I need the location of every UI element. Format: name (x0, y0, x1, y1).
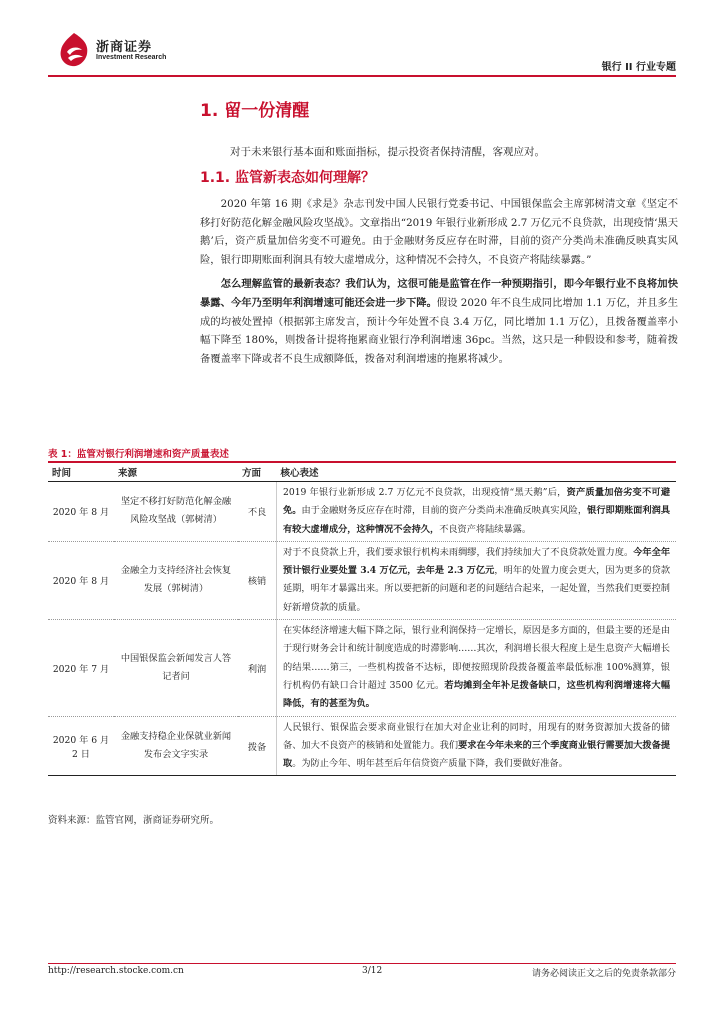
row-source: 金融全力支持经济社会恢复发展（郭树清） (114, 541, 238, 619)
row-summary (277, 482, 677, 542)
row-time: 2020 年 8 月 (48, 541, 114, 619)
analysis-bold-text: 怎么理解监管的最新表态？我们认为，这很可能是监管在作一种预期指引，即今年银行业不良将加快暴露、今年乃至明年利润增速可能还会进一步下降。 (200, 278, 678, 309)
page-number: 3/12 (362, 966, 383, 976)
row-aspect: 不良 (238, 482, 277, 542)
table-source-note: 资料来源：监管官网，浙商证券研究所。 (48, 815, 220, 826)
row-aspect: 核销 (238, 541, 277, 619)
table-row (48, 716, 676, 776)
row-time: 2020 年 8 月 (48, 482, 114, 542)
column-header-source: 来源 (114, 462, 238, 482)
summary-text: 人民银行、银保监会要求商业银行在加大对企业让利的同时，用现有的财务资源加大拨备的储备、加大不良资产的核销和处置能力。我们 (283, 721, 670, 751)
row-summary (277, 716, 677, 776)
report-category: 银行 II 行业专题 (601, 62, 676, 73)
footer-disclaimer: 请务必阅读正文之后的免责条款部分 (531, 969, 676, 979)
summary-text: 由于金融财务反应存在时滞，目前的资产分类尚未准确反映真实风险， (301, 505, 588, 517)
logo-english-name: Investment Research (96, 54, 167, 61)
paragraph-analysis (200, 275, 678, 368)
summary-bold-text: 资产质量加倍劣变不可避免。 (283, 487, 671, 517)
regulatory-statements-table (48, 461, 676, 776)
column-header-aspect: 方面 (238, 462, 277, 482)
analysis-text: 假设 2020 年不良生成同比增加 1.1 万亿，并且多生成的均被处置掉（根据郭主席发言，预计今年处置不良 3.4 万亿，同比增加 1.1 万亿），且拨备覆盖率小幅下降至 180%，则拨备计提将拖累商业银行净利润增速 36pc。当然，这只是一种假设和参考，随着拨备覆盖率下降或者不良生成额降低，拨备对利润增速的拖累将减少。 (200, 296, 679, 365)
header-divider (48, 75, 676, 77)
table-title: 表 1：监管对银行利润增速和资产质量表述 (48, 449, 229, 460)
row-time: 2020 年 6 月 2 日 (48, 716, 114, 776)
summary-bold-text: 要求在今年未来的三个季度商业银行需要加大拨备提取 (283, 739, 671, 770)
footer-url-link[interactable]: http://research.stocke.com.cn (48, 966, 184, 976)
summary-bold-text: 若均摊到全年补足拨备缺口，这些机构利润增速将大幅降低，有的甚至为负。 (283, 679, 671, 710)
table-header-row (48, 462, 676, 482)
row-aspect: 利润 (238, 620, 277, 716)
logo-emblem-icon (58, 32, 90, 68)
row-aspect: 拨备 (238, 716, 277, 776)
summary-text: 2019 年银行业新形成 2.7 万亿元不良贷款，出现疫情“黑天鹅”后， (283, 487, 567, 498)
summary-text: ，明年的处置力度会更大，因为更多的贷款延期，明年才暴露出来。所以要把新的问题和老的问题结合起来，一起处置，当然我们更要控制好新增贷款的质量。 (283, 565, 671, 613)
summary-bold-text: 今年全年预计银行业要处置 3.4 万亿元，去年是 2.3 万亿元 (283, 546, 671, 577)
table-row (48, 620, 676, 716)
column-header-summary: 核心表述 (277, 462, 677, 482)
section-1-lead: 对于未来银行基本面和账面指标，提示投资者保持清醒，客观应对。 (230, 146, 545, 158)
logo-chinese-name: 浙商证券 (96, 40, 153, 55)
paragraph-quote: 2020 年第 16 期《求是》杂志刊发中国人民银行党委书记、中国银保监会主席郭树清文章《坚定不移打好防范化解金融风险攻坚战》。文章指出“2019 年银行业新形成 2.7 万亿元不良贷款，出现疫情‘黑天鹅’后，资产质量加倍劣变不可避免。由于金融财务反应存在时滞，目前的资产分类尚未准确反映真实风险，银行即期账面利润具有较大虚增成分，这种情况不会持久，不良资产将陆续暴露。” (200, 198, 678, 266)
summary-text: 在实体经济增速大幅下降之际，银行业利润保持一定增长，原因是多方面的，但最主要的还是由于现行财务会计和统计制度造成的时滞影响……其次，利润增长很大程度上是生息资产大幅增长的结果……第三，一些机构拨备不达标，即便按照现阶段拨备覆盖率最低标准 100%测算，银行机构仍有缺口合计超过 3500 亿元。 (283, 625, 670, 691)
row-source: 金融支持稳企业保就业新闻发布会文字实录 (114, 716, 238, 776)
column-header-time: 时间 (48, 462, 114, 482)
row-summary (277, 541, 677, 619)
footer-divider (48, 963, 676, 964)
summary-text: 对于不良贷款上升，我们要求银行机构未雨绸缪，我们持续加大了不良贷款处置力度。 (283, 546, 634, 558)
row-source: 中国银保监会新闻发言人答记者问 (114, 620, 238, 716)
summary-text: 不良资产将陆续暴露。 (439, 523, 532, 535)
row-source: 坚定不移打好防范化解金融风险攻坚战（郭树清） (114, 482, 238, 542)
section-1-title: 1. 留一份清醒 (200, 101, 310, 121)
main-content (200, 96, 678, 368)
company-logo (48, 28, 198, 74)
summary-text: 。为防止今年、明年甚至后年信贷资产质量下降，我们要做好准备。 (292, 758, 568, 770)
row-time: 2020 年 7 月 (48, 620, 114, 716)
page-header (48, 28, 676, 76)
section-1-1-title: 1.1. 监管新表态如何理解？ (200, 170, 375, 186)
table-row (48, 482, 676, 542)
row-summary (277, 620, 677, 716)
summary-bold-text: 银行即期账面利润具有较大虚增成分，这种情况不会持久， (283, 505, 671, 535)
table-row (48, 541, 676, 619)
